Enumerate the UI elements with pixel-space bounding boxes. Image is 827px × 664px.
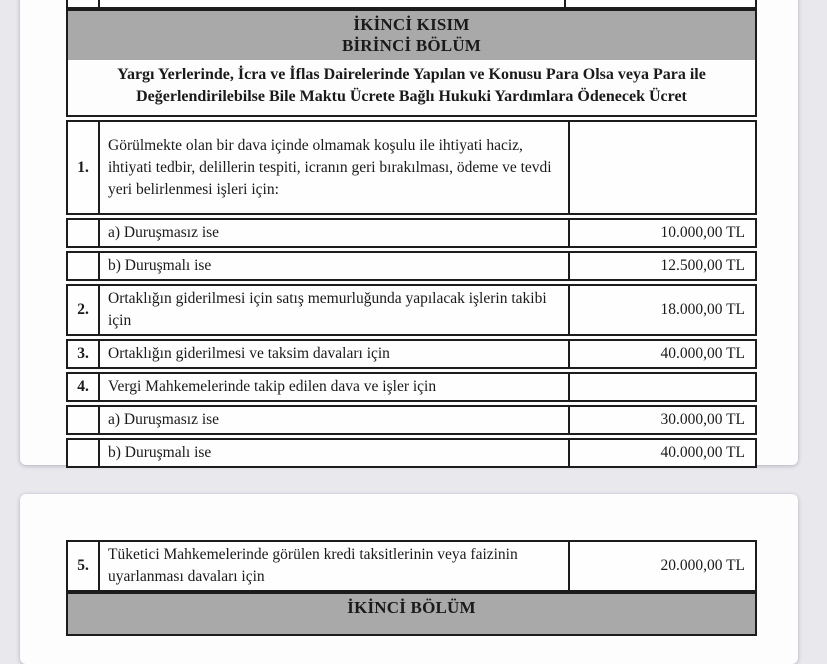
stub-amount-cell bbox=[566, 0, 755, 7]
row-number: 3. bbox=[68, 341, 100, 367]
table-row bbox=[66, 540, 757, 592]
row-number bbox=[68, 407, 100, 433]
row-description: b) Duruşmalı ise bbox=[108, 444, 212, 461]
row-number: 2. bbox=[68, 286, 100, 334]
stub-number-cell bbox=[68, 0, 100, 7]
row-description: a) Duruşmasız ise bbox=[108, 224, 220, 241]
row-amount: 30.000,00 TL bbox=[568, 407, 755, 433]
row-amount: 12.500,00 TL bbox=[568, 253, 755, 279]
bolum-title: BİRİNCİ BÖLÜM bbox=[341, 36, 482, 55]
row-amount bbox=[568, 122, 755, 213]
row-amount: 10.000,00 TL bbox=[568, 220, 755, 246]
next-section-title: İKİNCİ BÖLÜM bbox=[347, 598, 476, 617]
table-row bbox=[66, 251, 757, 281]
document-page-2 bbox=[20, 494, 798, 664]
next-section-header-band bbox=[66, 592, 757, 636]
row-number bbox=[68, 220, 100, 246]
table-row bbox=[66, 438, 757, 468]
fee-table-2 bbox=[66, 540, 757, 592]
row-description: Vergi Mahkemelerinde takip edilen dava ve işler için bbox=[108, 378, 437, 395]
table-row bbox=[66, 218, 757, 248]
row-amount: 20.000,00 TL bbox=[568, 542, 755, 590]
section-header-box bbox=[66, 9, 757, 117]
row-amount: 18.000,00 TL bbox=[568, 286, 755, 334]
row-description: Görülmekte olan bir dava içinde olmamak koşulu ile ihtiyati haciz, ihtiyati tedbir, delillerin tespiti, icranın geri bırakılması, ödeme ve tevdi yeri belirlenmesi işleri için: bbox=[108, 136, 552, 198]
row-description: a) Duruşmasız ise bbox=[108, 411, 220, 428]
page-2-table-area bbox=[66, 537, 757, 636]
row-description: Ortaklığın giderilmesi ve taksim davaları için bbox=[108, 345, 390, 362]
row-amount: 40.000,00 TL bbox=[568, 440, 755, 466]
row-description: Ortaklığın giderilmesi için satış memurluğunda yapılacak işlerin takibi için bbox=[108, 290, 547, 329]
row-amount bbox=[568, 374, 755, 400]
table-row bbox=[66, 405, 757, 435]
section-header-band bbox=[68, 11, 755, 60]
table-row bbox=[66, 372, 757, 402]
table-row bbox=[66, 120, 757, 215]
stub-description-cell bbox=[100, 0, 566, 7]
row-number bbox=[68, 253, 100, 279]
table-row bbox=[66, 339, 757, 369]
page-1-table-area bbox=[66, 0, 757, 471]
kisim-title: İKİNCİ KISIM bbox=[353, 15, 470, 34]
document-page-1 bbox=[20, 0, 798, 465]
section-subtitle: Yargı Yerlerinde, İcra ve İflas Dairelerinde Yapılan ve Konusu Para Olsa veya Para ile Değerlendirilebilse Bile Maktu Ücrete Bağlı Hukuki Yardımlara Ödenecek Ücret bbox=[117, 66, 706, 105]
row-description: b) Duruşmalı ise bbox=[108, 257, 212, 274]
cut-off-table-row bbox=[66, 0, 757, 9]
fee-table-1 bbox=[66, 120, 757, 468]
row-amount: 40.000,00 TL bbox=[568, 341, 755, 367]
row-description: Tüketici Mahkemelerinde görülen kredi taksitlerinin veya faizinin uyarlanması davaları için bbox=[108, 546, 518, 585]
row-number: 5. bbox=[68, 542, 100, 590]
row-number bbox=[68, 440, 100, 466]
table-row bbox=[66, 284, 757, 336]
row-number: 4. bbox=[68, 374, 100, 400]
row-number: 1. bbox=[68, 122, 100, 213]
